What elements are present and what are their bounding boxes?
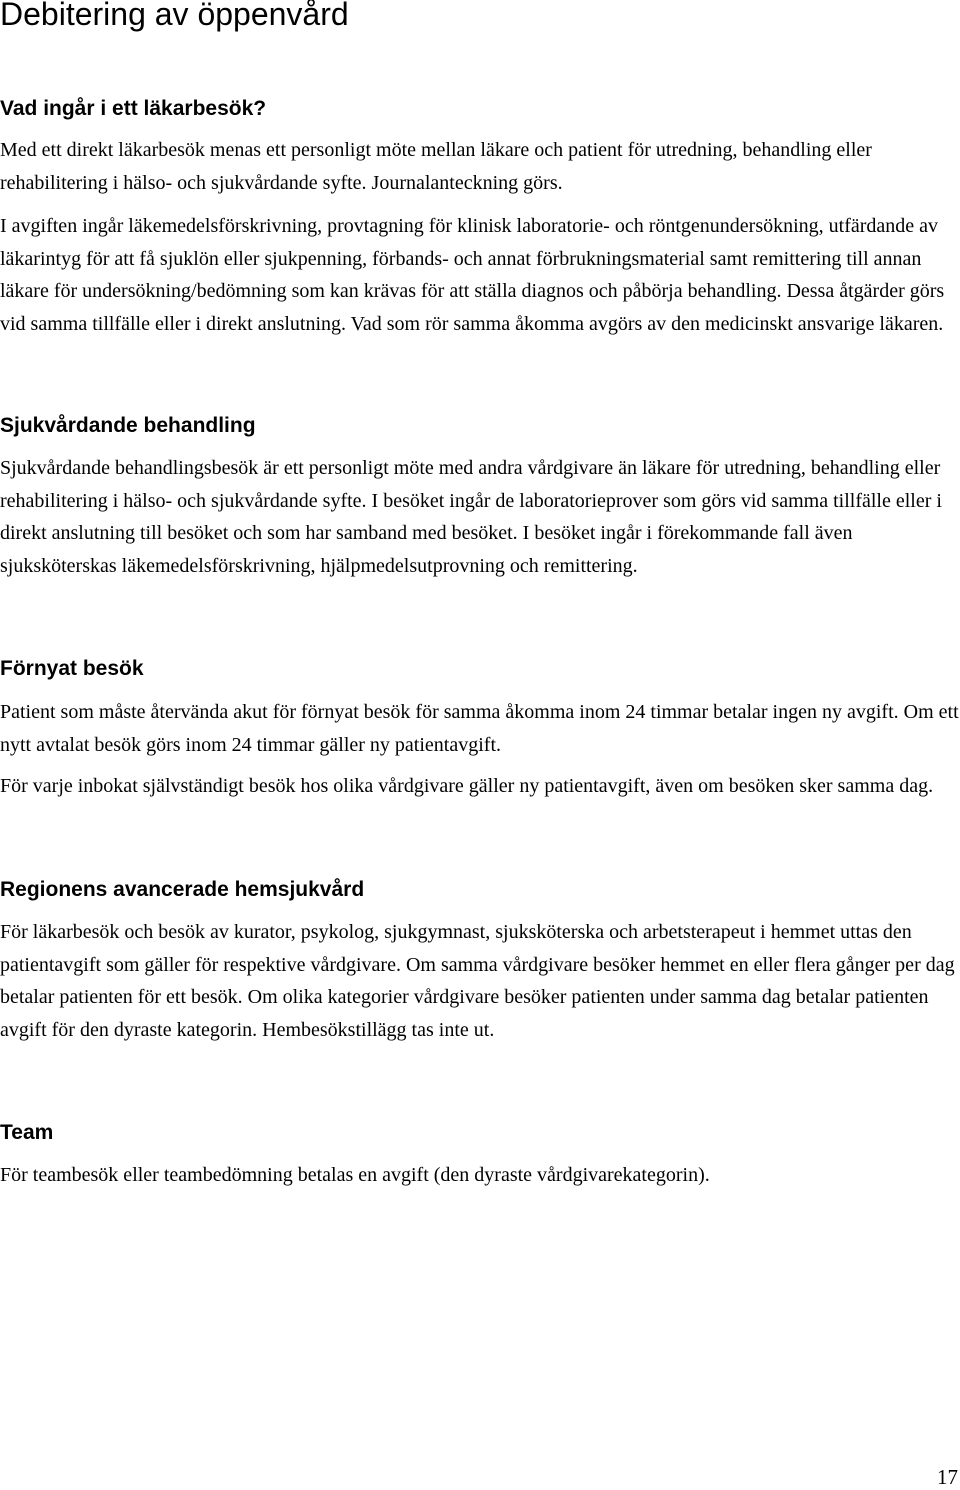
page-number: 17 [937, 1465, 958, 1489]
section-heading-sjukvardande-behandling: Sjukvårdande behandling [0, 414, 256, 437]
section-heading-hemsjukvard: Regionens avancerade hemsjukvård [0, 878, 365, 901]
paragraph-fornyat-besok-akut: Patient som måste återvända akut för förnyat besök för samma åkomma inom 24 timmar betalar ingen ny avgift. Om ett nytt avtalat besök görs inom 24 timmar gäller ny patientavgift. [0, 701, 959, 756]
paragraph-team: För teambesök eller teambedömning betalas en avgift (den dyraste vårdgivarekategorin). [0, 1164, 710, 1186]
section-heading-fornyat-besok: Förnyat besök [0, 657, 144, 680]
section-heading-lakarbesok: Vad ingår i ett läkarbesök? [0, 97, 267, 120]
paragraph-sjukvardande-behandling: Sjukvårdande behandlingsbesök är ett personligt möte med andra vårdgivare än läkare för utredning, behandling eller rehabilitering i hälso- och sjukvårdande syfte. I besöket ingår de laboratorieprover som görs vid samma tillfälle eller i direkt anslutning till besöket och som har samband med besöket. I besöket ingår i förekommande fall även sjuksköterskas läkemedelsförskrivning, hjälpmedelsutprovning och remittering. [0, 457, 942, 577]
paragraph-fornyat-besok-inbokat: För varje inbokat självständigt besök hos olika vårdgivare gäller ny patientavgift, även om besöken sker samma dag. [0, 775, 934, 797]
page-title: Debitering av öppenvård [0, 0, 349, 32]
section-heading-team: Team [0, 1121, 54, 1144]
paragraph-hemsjukvard: För läkarbesök och besök av kurator, psykolog, sjukgymnast, sjuksköterska och arbetsterapeut i hemmet uttas den patientavgift som gäller för respektive vårdgivare. Om samma vårdgivare besöker hemmet en eller flera gånger per dag betalar patienten för ett besök. Om olika kategorier vårdgivare besöker patienten under samma dag betalar patienten avgift för den dyraste kategorin. Hembesökstillägg tas inte ut. [0, 921, 955, 1041]
paragraph-lakarbesok-avgift: I avgiften ingår läkemedelsförskrivning, provtagning för klinisk laboratorie- och röntgenundersökning, utfärdande av läkarintyg för att få sjuklön eller sjukpenning, förbands- och annat förbrukningsmaterial samt remittering till annan läkare för undersökning/bedömning som kan krävas för att ställa diagnos och påbörja behandling. Dessa åtgärder görs vid samma tillfälle eller i direkt anslutning. Vad som rör samma åkomma avgörs av den medicinskt ansvarige läkaren. [0, 215, 945, 335]
paragraph-lakarbesok-definition: Med ett direkt läkarbesök menas ett personligt möte mellan läkare och patient för utredning, behandling eller rehabilitering i hälso- och sjukvårdande syfte. Journalanteckning görs. [0, 139, 872, 194]
